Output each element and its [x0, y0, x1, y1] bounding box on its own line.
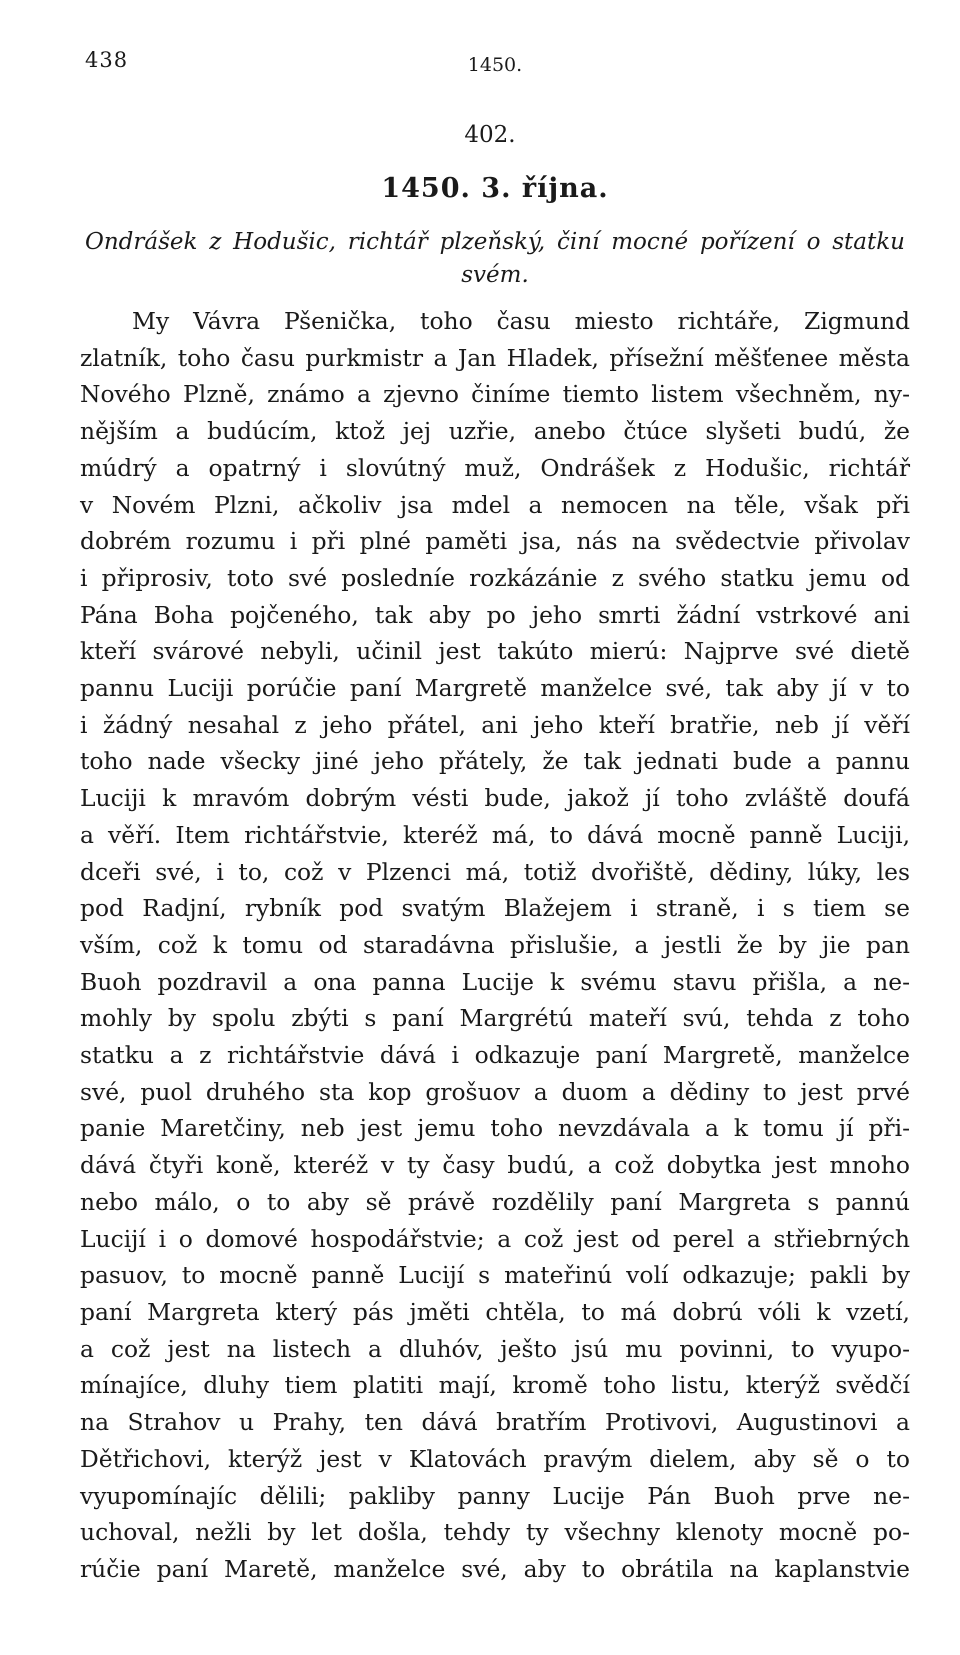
- body-line: nějším a budúcím, ktož jej uzřie, anebo čtúce slyšeti budú, že: [80, 417, 910, 446]
- body-line: toho nade všecky jiné jeho přátely, že tak jednati bude a pannu: [80, 747, 910, 776]
- body-line: mínajíce, dluhy tiem platiti mají, kromě toho listu, kterýž svědčí: [80, 1371, 910, 1400]
- document-date: 1450. 3. října.: [381, 173, 609, 204]
- regest-line: Ondrášek z Hodušic, richtář plzeňský, činí mocné pořízení o statku: [85, 229, 905, 255]
- body-line: Lucijí i o domové hospodářstvie; a což jest od perel a střiebrných: [80, 1224, 910, 1253]
- body-line: rúčie paní Maretě, manželce své, aby to obrátila na kaplanstvie: [80, 1554, 910, 1583]
- body-line: dceři své, i to, což v Plzenci má, totiž dvořiště, dědiny, lúky, les: [80, 857, 910, 886]
- body-line: a věří. Item richtářstvie, kteréž má, to dává mocně panně Luciji,: [80, 820, 910, 849]
- body-line: své, puol druhého sta kop grošuov a duom a dědiny to jest prvé: [80, 1077, 910, 1106]
- body-line: na Strahov u Prahy, ten dává bratřím Protivovi, Augustinovi a: [80, 1408, 910, 1437]
- document-body: [80, 303, 910, 1588]
- body-line: i připrosiv, toto své posledníe rozkázánie z svého statku jemu od: [80, 563, 910, 592]
- running-head: 1450.: [467, 54, 523, 76]
- body-line: Luciji k mravóm dobrým vésti bude, jakož jí toho zvláště doufá: [80, 784, 910, 813]
- body-line: uchoval, nežli by let došla, tehdy ty všechny klenoty mocně po-: [80, 1518, 910, 1547]
- body-line: múdrý a opatrný i slovútný muž, Ondrášek z Hodušic, richtář: [80, 453, 910, 482]
- body-line: paní Margreta který pás jměti chtěla, to má dobrú vóli k vzetí,: [80, 1297, 910, 1326]
- body-line: My Vávra Pšenička, toho času miesto richtáře, Zigmund: [132, 307, 910, 335]
- body-line: vším, což k tomu od staradávna přislušie, a jestli že by jie pan: [80, 930, 910, 959]
- body-line: pannu Luciji porúčie paní Margretě manželce své, tak aby jí v to: [80, 674, 910, 703]
- body-line: statku a z richtářstvie dává i odkazuje paní Margretě, manželce: [80, 1041, 910, 1070]
- body-line: zlatník, toho času purkmistr a Jan Hladek, přísežní měšťenee města: [80, 343, 910, 372]
- body-line: Pána Boha pojčeného, tak aby po jeho smrti žádní vstrkové ani: [80, 600, 910, 629]
- page-number: 438: [85, 48, 129, 72]
- body-line: dává čtyři koně, kteréž v ty časy budú, a což dobytka jest mnoho: [80, 1151, 910, 1180]
- body-line: Buoh pozdravil a ona panna Lucije k svému stavu přišla, a ne-: [80, 967, 910, 996]
- regest-line: svém.: [461, 262, 529, 288]
- body-line: a což jest na listech a dluhóv, ješto jsú mu povinni, to vyupo-: [80, 1334, 910, 1363]
- body-line: i žádný nesahal z jeho přátel, ani jeho kteří bratřie, neb jí věří: [80, 710, 910, 739]
- body-line: nebo málo, o to aby sě právě rozdělily paní Margreta s pannú: [80, 1187, 910, 1216]
- body-line: dobrém rozumu i při plné paměti jsa, nás na svědectvie přivolav: [80, 527, 910, 556]
- regest-summary: [85, 226, 905, 292]
- body-line: panie Maretčiny, neb jest jemu toho nevzdávala a k tomu jí při-: [80, 1114, 910, 1143]
- body-line: kteří svárové nebyli, učinil jest takúto mierú: Najprve své dietě: [80, 637, 910, 666]
- body-line: Dětřichovi, kterýž jest v Klatovách pravým dielem, aby sě o to: [80, 1444, 910, 1473]
- body-line: mohly by spolu zbýti s paní Margrétú mateří svú, tehda z toho: [80, 1004, 910, 1033]
- body-line: Nového Plzně, známo a zjevno činíme tiemto listem všechněm, ny-: [80, 380, 910, 409]
- body-line: v Novém Plzni, ačkoliv jsa mdel a nemocen na těle, však při: [80, 490, 910, 519]
- body-line: pod Radjní, rybník pod svatým Blažejem i straně, i s tiem se: [80, 894, 910, 923]
- body-line: vyupomínajíc dělili; pakliby panny Lucije Pán Buoh prve ne-: [80, 1481, 910, 1510]
- body-line: pasuov, to mocně panně Lucijí s mateřinú volí odkazuje; pakli by: [80, 1261, 910, 1290]
- document-number: 402.: [464, 122, 516, 148]
